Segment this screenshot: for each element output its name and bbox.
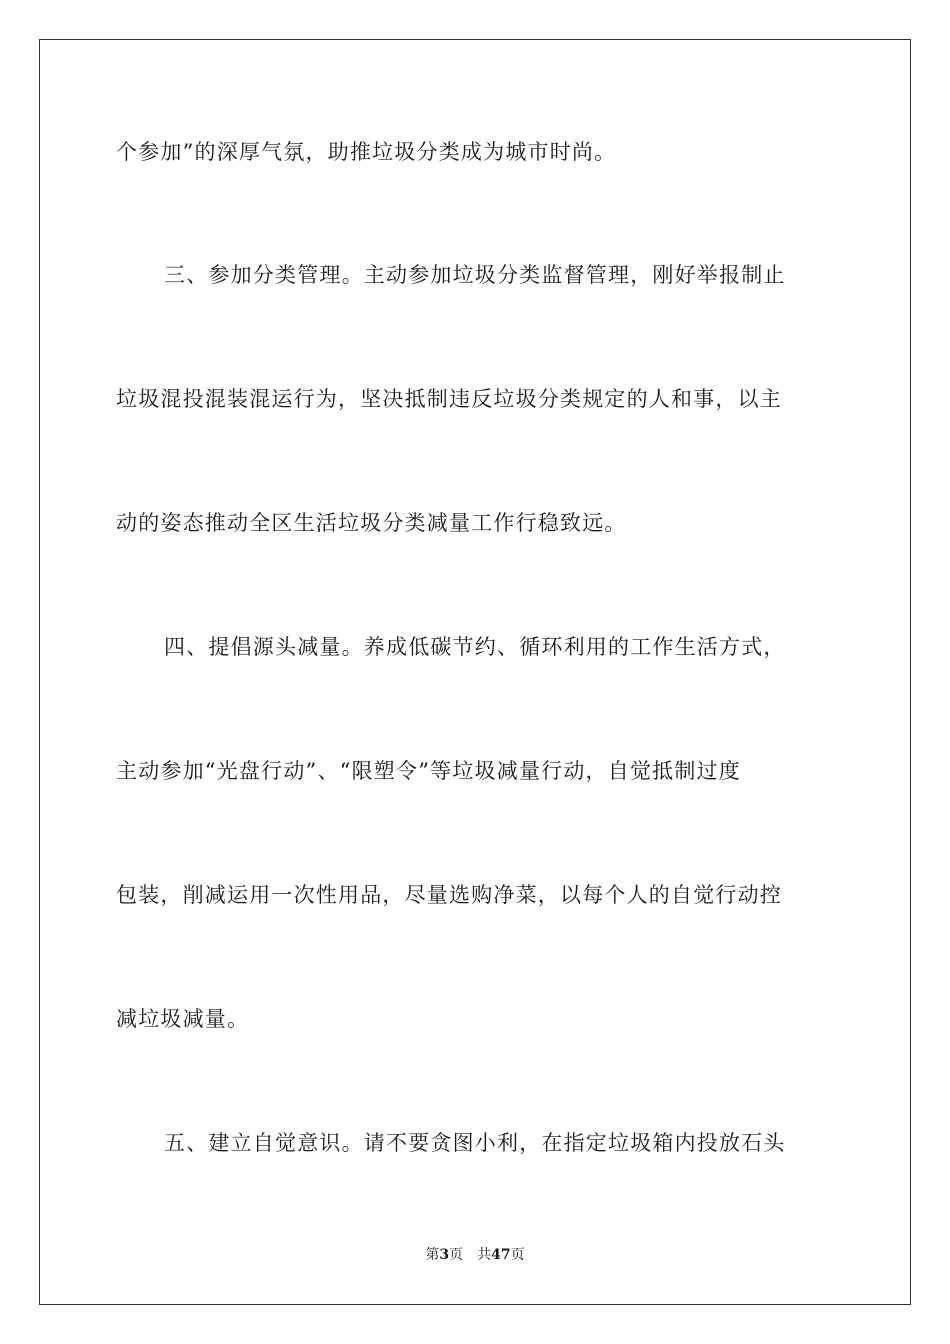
page-border: [39, 39, 911, 1305]
total-suffix: 页: [510, 1247, 525, 1263]
text-line: 四、提倡源头减量。养成低碳节约、循环利用的工作生活方式，: [164, 635, 786, 659]
text-line: 五、建立自觉意识。请不要贪图小利，在指定垃圾箱内投放石头: [164, 1131, 786, 1155]
text-line: 个参加”的深厚气氛，助推垃圾分类成为城市时尚。: [116, 140, 617, 164]
text-line: 减垃圾减量。: [116, 1007, 250, 1031]
total-pages: 47: [491, 1247, 511, 1263]
page-suffix: 页: [449, 1247, 464, 1263]
total-prefix: 共: [477, 1247, 492, 1263]
text-line: 主动参加“光盘行动”、“限塑令”等垃圾减量行动，自觉抵制过度: [116, 759, 741, 783]
page-prefix: 第: [425, 1247, 440, 1263]
text-line: 包装，削减运用一次性用品，尽量选购净菜，以每个人的自觉行动控: [116, 883, 782, 907]
text-line: 三、参加分类管理。主动参加垃圾分类监督管理，刚好举报制止: [164, 263, 786, 287]
page-footer: [0, 1245, 950, 1265]
text-line: 动的姿态推动全区生活垃圾分类减量工作行稳致远。: [116, 511, 627, 535]
page-number: 3: [439, 1247, 450, 1263]
text-line: 垃圾混投混装混运行为，坚决抵制违反垃圾分类规定的人和事，以主: [116, 387, 782, 411]
